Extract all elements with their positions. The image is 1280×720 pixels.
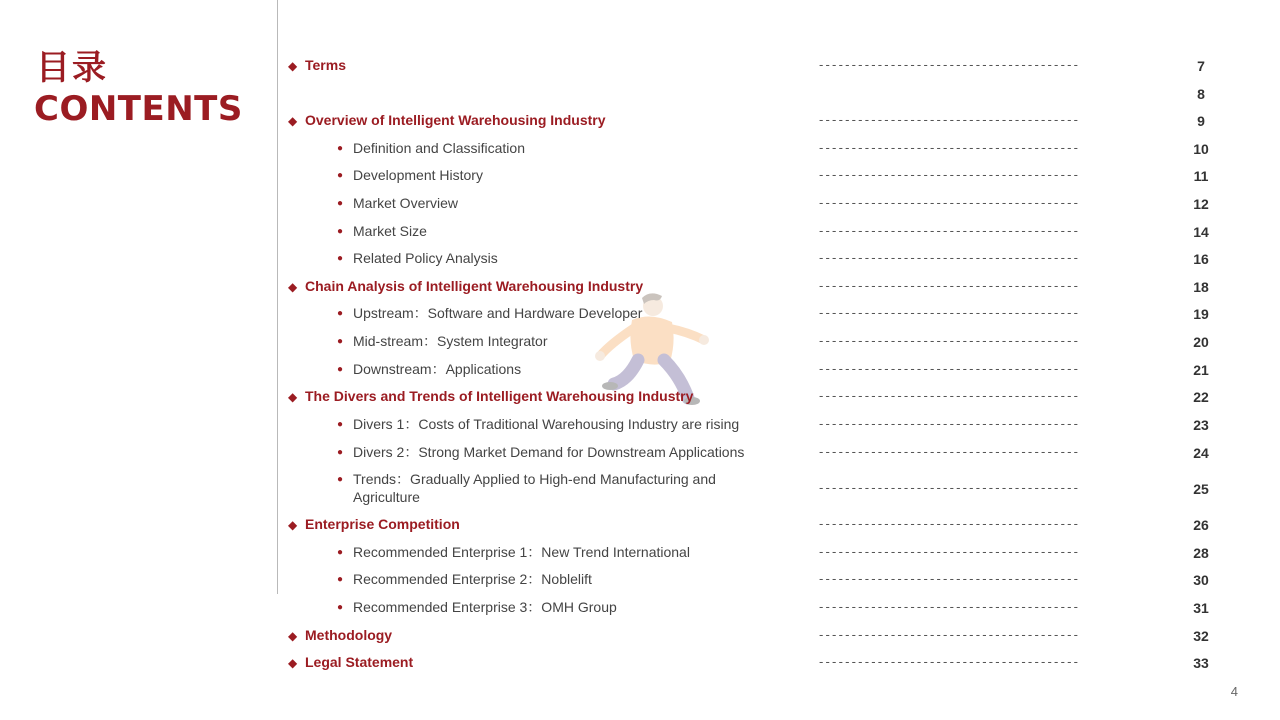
toc-row[interactable] [0,56,1280,78]
dot-leader: ---------------------------------------- [819,416,1081,431]
dot-leader: ---------------------------------------- [819,333,1081,348]
toc-row [0,84,1280,106]
diamond-icon: ◆ [288,59,298,73]
toc-row[interactable] [0,111,1280,133]
toc-section-label: ◆ Methodology [288,627,393,643]
toc-row[interactable] [0,515,1280,537]
toc-page-number: 33 [1193,655,1209,671]
toc-sub-label: ● Divers 2：Strong Market Demand for Downstream Applications [337,444,745,460]
toc-sub-label: ● Recommended Enterprise 3：OMH Group [337,599,617,615]
bullet-icon: ● [337,474,344,485]
page-title-zh: 目录 [36,48,108,88]
bullet-icon: ● [337,419,344,430]
dot-leader: ---------------------------------------- [819,167,1081,182]
slide-number: 4 [1230,684,1238,699]
dot-leader: ---------------------------------------- [819,627,1081,642]
toc-sub-label: ● Upstream：Software and Hardware Developer [337,305,643,321]
dot-leader: ---------------------------------------- [819,516,1081,531]
toc-page-number: 19 [1193,306,1209,322]
diamond-icon: ◆ [288,114,298,128]
toc-page-number: 16 [1193,251,1209,267]
bullet-icon: ● [337,253,344,264]
toc-sub-label: ● Trends：Gradually Applied to High-end Manufacturing and Agriculture [337,471,716,505]
toc-page-number: 31 [1193,600,1209,616]
dot-leader: ---------------------------------------- [819,305,1081,320]
dot-leader: ---------------------------------------- [819,223,1081,238]
toc-sub-label: ● Market Overview [337,195,459,211]
bullet-icon: ● [337,336,344,347]
toc-sub-label: ● Market Size [337,223,427,239]
toc-page-number: 8 [1197,86,1205,102]
toc-sub-label: ● Definition and Classification [337,140,525,156]
toc-row[interactable] [0,570,1280,592]
diamond-icon: ◆ [288,280,298,294]
toc-row[interactable] [0,626,1280,648]
toc-page-number: 7 [1197,58,1205,74]
toc-row[interactable] [0,332,1280,354]
toc-row[interactable] [0,194,1280,216]
toc-page-number: 23 [1193,417,1209,433]
toc-sub-label: ● Recommended Enterprise 2：Noblelift [337,571,592,587]
toc-page-number: 14 [1193,224,1209,240]
page-title-en: CONTENTS [34,89,243,129]
toc-row[interactable] [0,360,1280,382]
toc-row[interactable] [0,598,1280,620]
dot-leader: ---------------------------------------- [819,278,1081,293]
toc-row[interactable] [0,166,1280,188]
bullet-icon: ● [337,547,344,558]
diamond-icon: ◆ [288,390,298,404]
toc-page-number: 22 [1193,389,1209,405]
bullet-icon: ● [337,447,344,458]
dot-leader: ---------------------------------------- [819,480,1081,495]
toc-page-number: 21 [1193,362,1209,378]
bullet-icon: ● [337,170,344,181]
toc-row[interactable] [0,470,1280,506]
dot-leader: ---------------------------------------- [819,140,1081,155]
toc-sub-label: ● Related Policy Analysis [337,250,498,266]
diamond-icon: ◆ [288,518,298,532]
toc-page-number: 20 [1193,334,1209,350]
toc-row[interactable] [0,653,1280,675]
toc-page-number: 24 [1193,445,1209,461]
toc-sub-label: ● Divers 1：Costs of Traditional Warehousing Industry are rising [337,416,740,432]
toc-row[interactable] [0,543,1280,565]
bullet-icon: ● [337,574,344,585]
dot-leader: ---------------------------------------- [819,654,1081,669]
toc-section-label: ◆ The Divers and Trends of Intelligent Warehousing Industry [288,388,694,404]
toc-page-number: 32 [1193,628,1209,644]
toc-page-number: 18 [1193,279,1209,295]
bullet-icon: ● [337,198,344,209]
toc-section-label: ◆ Enterprise Competition [288,516,460,532]
toc-section-label: ◆ Terms [288,57,346,73]
toc-page-number: 12 [1193,196,1209,212]
toc-page-number: 25 [1193,481,1209,497]
dot-leader: ---------------------------------------- [819,361,1081,376]
toc-page-number: 30 [1193,572,1209,588]
bullet-icon: ● [337,308,344,319]
dot-leader: ---------------------------------------- [819,57,1081,72]
toc-page-number: 28 [1193,545,1209,561]
dot-leader: ---------------------------------------- [819,250,1081,265]
toc-row[interactable] [0,249,1280,271]
bullet-icon: ● [337,364,344,375]
toc-page-number: 11 [1193,168,1209,184]
toc-row[interactable] [0,277,1280,299]
toc-page-number: 10 [1193,141,1209,157]
dot-leader: ---------------------------------------- [819,388,1081,403]
dot-leader: ---------------------------------------- [819,599,1081,614]
toc-sub-label: ● Downstream：Applications [337,361,522,377]
toc-section-label: ◆ Legal Statement [288,654,414,670]
dot-leader: ---------------------------------------- [819,112,1081,127]
bullet-icon: ● [337,143,344,154]
dot-leader: ---------------------------------------- [819,195,1081,210]
toc-row[interactable] [0,443,1280,465]
diamond-icon: ◆ [288,656,298,670]
toc-sub-label: ● Mid-stream：System Integrator [337,333,548,349]
toc-section-label: ◆ Chain Analysis of Intelligent Warehousing Industry [288,278,644,294]
dot-leader: ---------------------------------------- [819,444,1081,459]
toc-sub-label: ● Recommended Enterprise 1：New Trend International [337,544,690,560]
bullet-icon: ● [337,602,344,613]
toc-row[interactable] [0,415,1280,437]
toc-row[interactable] [0,387,1280,409]
toc-page-number: 9 [1197,113,1205,129]
dot-leader: ---------------------------------------- [819,544,1081,559]
toc-row[interactable] [0,222,1280,244]
toc-row[interactable] [0,304,1280,326]
toc-sub-label: ● Development History [337,167,483,183]
toc-page-number: 26 [1193,517,1209,533]
toc-row[interactable] [0,139,1280,161]
toc-section-label: ◆ Overview of Intelligent Warehousing Industry [288,112,606,128]
bullet-icon: ● [337,226,344,237]
dot-leader: ---------------------------------------- [819,571,1081,586]
diamond-icon: ◆ [288,629,298,643]
